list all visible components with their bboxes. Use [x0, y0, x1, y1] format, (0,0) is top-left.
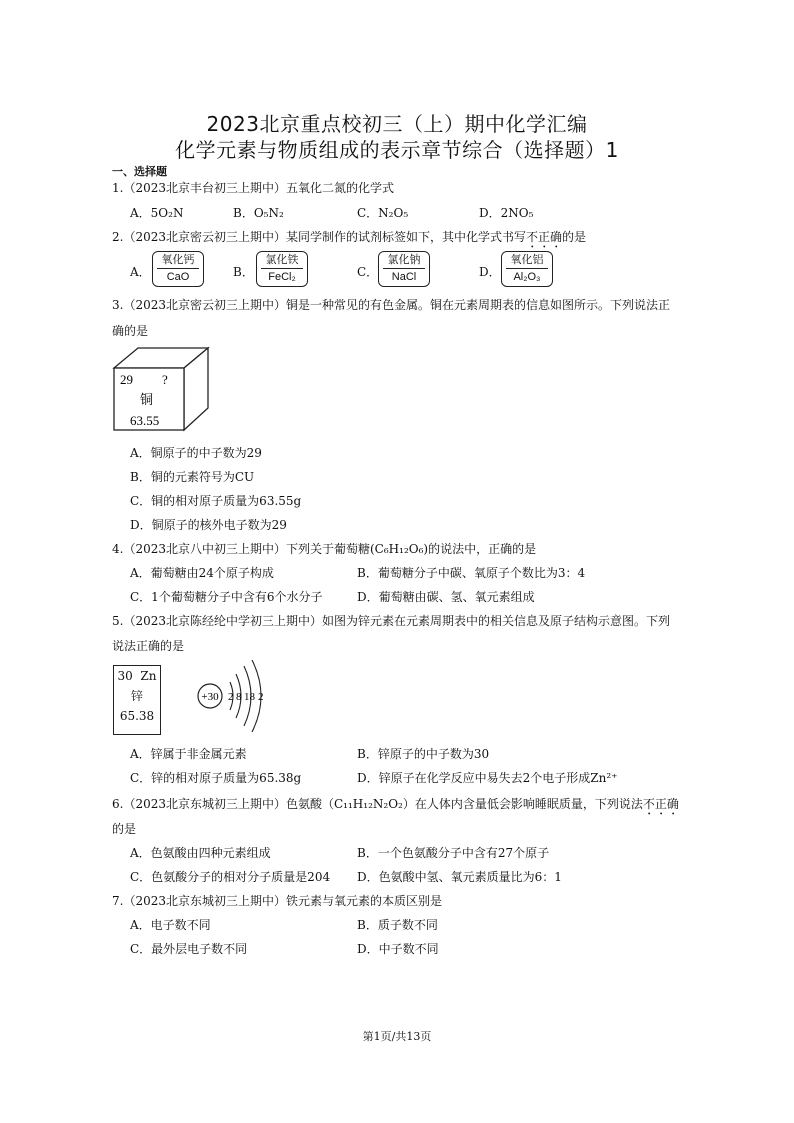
question-5-option-d: D．锌原子在化学反应中易失去2个电子形成Zn²⁺: [357, 771, 618, 785]
question-2-letter-a: A．: [130, 265, 151, 279]
reagent-name: 氧化铝: [506, 252, 548, 269]
zinc-atomic-mass: 65.38: [119, 709, 155, 723]
copper-atomic-number: 29: [120, 372, 133, 387]
copper-symbol-unknown: ?: [162, 372, 168, 387]
question-1-option-b: B．O₅N₂: [233, 206, 284, 220]
reagent-formula: CaO: [166, 271, 190, 283]
question-5-stem-line2: 说法正确的是: [112, 639, 185, 653]
copper-name: 铜: [140, 393, 154, 408]
question-4-option-c: C．1个葡萄糖分子中含有6个水分子: [130, 590, 323, 604]
reagent-formula: FeCl₂: [268, 271, 296, 283]
document-subtitle: 化学元素与物质组成的表示章节综合（选择题）1: [175, 138, 619, 162]
reagent-name: 氯化钠: [383, 252, 425, 269]
question-1-option-c: C．N₂O₅: [357, 206, 409, 220]
question-5-option-b: B．锌原子的中子数为30: [357, 747, 490, 761]
shell-1-electrons: 2: [228, 691, 234, 703]
reagent-label-b: [256, 251, 308, 287]
question-6-option-a: A．色氨酸由四种元素组成: [130, 846, 271, 860]
zinc-symbol: Zn: [140, 669, 157, 683]
question-4-option-a: A．葡萄糖由24个原子构成: [130, 566, 274, 580]
document-title: 2023北京重点校初三（上）期中化学汇编: [206, 112, 588, 136]
question-6-option-d: D．色氨酸中氢、氧元素质量比为6：1: [357, 870, 562, 884]
question-4-stem: 4.（2023北京八中初三上期中）下列关于葡萄糖(C₆H₁₂O₆)的说法中，正确的是: [112, 542, 537, 556]
question-6-option-c: C．色氨酸分子的相对分子质量是204: [130, 870, 331, 884]
question-3-option-b: B．铜的元素符号为CU: [130, 470, 255, 484]
question-1-option-d: D．2NO₅: [479, 206, 534, 220]
question-3-option-d: D．铜原子的核外电子数为29: [130, 518, 287, 532]
reagent-name: 氧化钙: [157, 252, 199, 269]
question-2-stem: 2.（2023北京密云初三上期中）某同学制作的试剂标签如下，其中化学式书写不正确的是: [112, 230, 587, 244]
zinc-element-box: [113, 665, 161, 735]
question-5-option-c: C．锌的相对原子质量为65.38g: [130, 771, 302, 785]
reagent-label-d: [501, 251, 553, 287]
question-5-stem-line1: 5.（2023北京陈经纶中学初三上期中）如图为锌元素在元素周期表中的相关信息及原子结构示意图。下列: [112, 614, 670, 628]
question-7-option-a: A．电子数不同: [130, 918, 211, 932]
question-2-letter-d: D．: [479, 265, 501, 279]
question-1-stem: 1.（2023北京丰台初三上期中）五氧化二氮的化学式: [112, 181, 394, 195]
question-7-stem: 7.（2023北京东城初三上期中）铁元素与氧元素的本质区别是: [112, 894, 442, 908]
reagent-label-a: [152, 251, 204, 287]
reagent-name: 氯化铁: [261, 252, 303, 269]
page-number: 第1页/共13页: [362, 1030, 432, 1043]
question-6-stem-line1: 6.（2023北京东城初三上期中）色氨酸（C₁₁H₁₂N₂O₂）在人体内含量低会影响睡眠质量，下列说法不正确: [112, 797, 679, 811]
shell-2-electrons: 8: [236, 691, 242, 703]
question-2-letter-b: B．: [233, 265, 254, 279]
nucleus-charge: +30: [201, 691, 219, 703]
copper-element-cube: [112, 346, 212, 432]
zinc-atom-structure-diagram: [192, 658, 272, 738]
zinc-atomic-number: 30: [117, 669, 133, 683]
question-3-stem-line2: 确的是: [112, 324, 149, 338]
question-6-option-b: B．一个色氨酸分子中含有27个原子: [357, 846, 550, 860]
question-6-stem-line2: 的是: [112, 822, 137, 836]
question-7-option-b: B．质子数不同: [357, 918, 438, 932]
question-7-option-d: D．中子数不同: [357, 942, 439, 956]
question-2-letter-c: C．: [357, 265, 379, 279]
zinc-name: 锌: [130, 689, 143, 703]
question-4-option-b: B．葡萄糖分子中碳、氧原子个数比为3：4: [357, 566, 586, 580]
reagent-label-c: [378, 251, 430, 287]
question-5-option-a: A．锌属于非金属元素: [130, 747, 247, 761]
reagent-formula: Al₂O₃: [513, 271, 541, 283]
shell-3-electrons: 18: [244, 691, 255, 703]
emphasis-text: 不正确: [642, 797, 679, 811]
question-3-option-c: C．铜的相对原子质量为63.55g: [130, 494, 302, 508]
reagent-formula: NaCl: [391, 271, 417, 283]
section-heading: 一、选择题: [112, 165, 167, 178]
emphasis-text: 不正确: [526, 230, 563, 244]
question-4-option-d: D．葡萄糖由碳、氢、氧元素组成: [357, 590, 535, 604]
question-3-option-a: A．铜原子的中子数为29: [130, 446, 262, 460]
question-1-option-a: A．5O₂N: [130, 206, 184, 220]
shell-4-electrons: 2: [258, 691, 264, 703]
question-3-stem-line1: 3.（2023北京密云初三上期中）铜是一种常见的有色金属。铜在元素周期表的信息如图所示。下列说法正: [112, 298, 670, 312]
question-7-option-c: C．最外层电子数不同: [130, 942, 248, 956]
copper-atomic-mass: 63.55: [130, 413, 160, 428]
